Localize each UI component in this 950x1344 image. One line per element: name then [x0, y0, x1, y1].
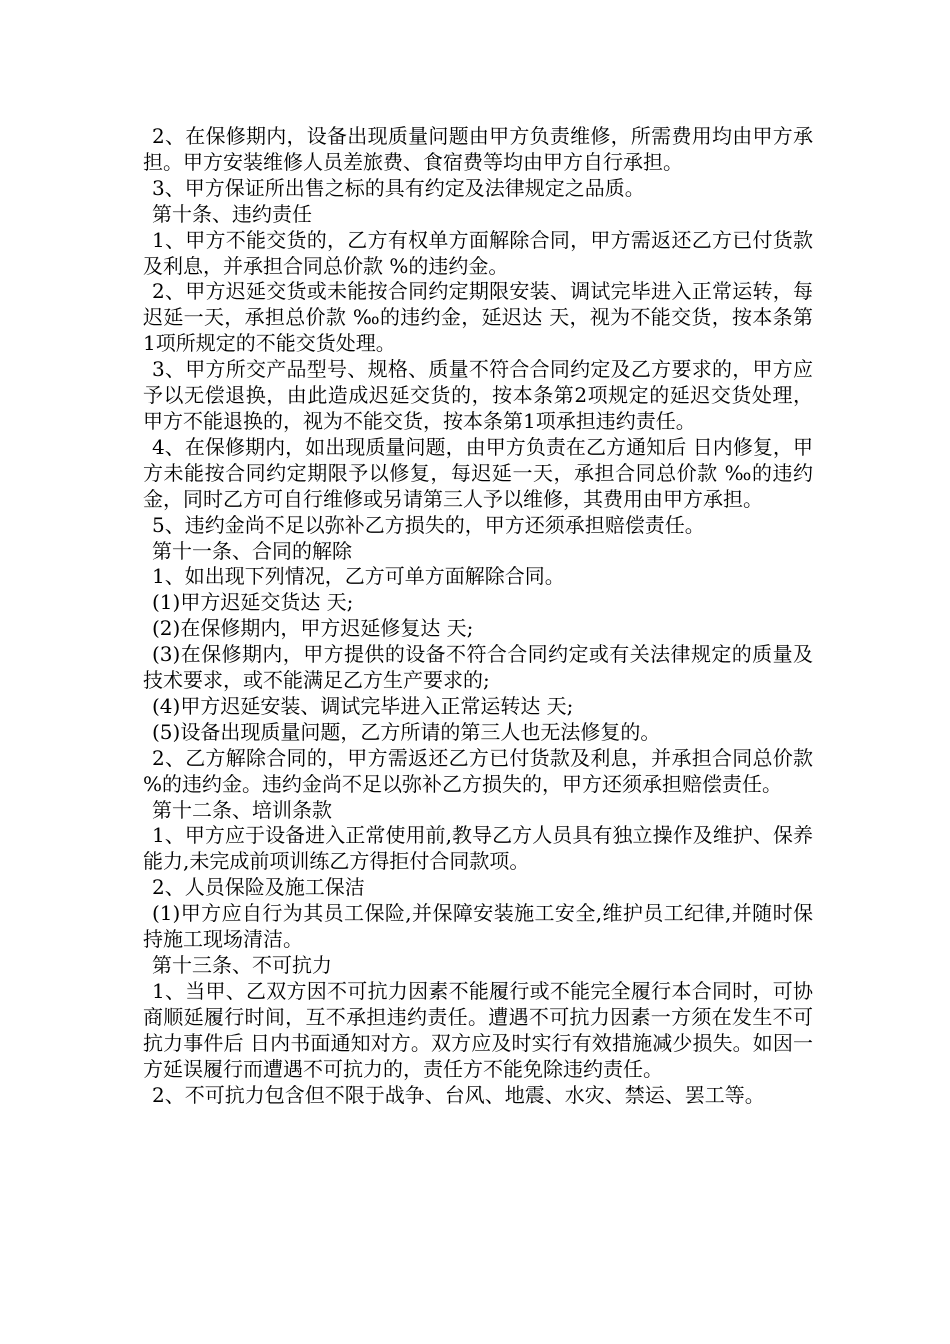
clause-11-item-1: 1、如出现下列情况，乙方可单方面解除合同。 [152, 564, 565, 589]
clause-9-item-3: 3、甲方保证所出售之标的具有约定及法律规定之品质。 [152, 175, 645, 200]
clause-12-item-2: 2、人员保险及施工保洁 [152, 875, 365, 900]
clause-11-subitem-4: (4)甲方迟延安装、调试完毕进入正常运转达 天; [152, 693, 574, 718]
clause-12-item-1: 1、甲方应于设备进入正常使用前,教导乙方人员具有独立操作及维护、保养能力,未完成前项训练乙方得拒付合同款项。 [143, 823, 813, 874]
clause-11-subitem-5: (5)设备出现质量问题，乙方所请的第三人也无法修复的。 [152, 719, 661, 744]
clause-11-subitem-1: (1)甲方迟延交货达 天; [152, 590, 354, 615]
clause-10-item-5: 5、违约金尚不足以弥补乙方损失的，甲方还须承担赔偿责任。 [152, 512, 705, 537]
clause-13-item-2: 2、不可抗力包含但不限于战争、台风、地震、水灾、禁运、罢工等。 [152, 1082, 765, 1107]
clause-12-heading: 第十二条、培训条款 [152, 797, 332, 822]
clause-11-heading: 第十一条、合同的解除 [152, 538, 352, 563]
clause-13-heading: 第十三条、不可抗力 [152, 953, 332, 977]
clause-11-subitem-3: (3)在保修期内，甲方提供的设备不符合合同约定或有关法律规定的质量及技术要求，或不能满足乙方生产要求的; [143, 642, 813, 693]
clause-10-heading: 第十条、违约责任 [152, 201, 312, 226]
clause-12-subitem-1: (1)甲方应自行为其员工保险,并保障安装施工安全,维护员工纪律,并随时保持施工现场清洁。 [143, 901, 813, 952]
clause-10-item-3: 3、甲方所交产品型号、规格、质量不符合合同约定及乙方要求的，甲方应予以无偿退换，由此造成迟延交货的，按本条第2项规定的延迟交货处理，甲方不能退换的，视为不能交货，按本条第1项承担违约责任。 [143, 357, 813, 433]
clause-10-item-2: 2、甲方迟延交货或未能按合同约定期限安装、调试完毕进入正常运转，每迟延一天，承担总价款 ‰的违约金，延迟达 天，视为不能交货，按本条第1项所规定的不能交货处理。 [143, 279, 813, 356]
clause-11-item-2: 2、乙方解除合同的，甲方需返还乙方已付货款及利息，并承担合同总价款 %的违约金。违约金尚不足以弥补乙方损失的，甲方还须承担赔偿责任。 [143, 745, 813, 796]
clause-9-item-2: 2、在保修期内，设备出现质量问题由甲方负责维修，所需费用均由甲方承担。甲方安装维修人员差旅费、食宿费等均由甲方自行承担。 [143, 124, 813, 174]
clause-11-subitem-2: (2)在保修期内，甲方迟延修复达 天; [152, 616, 474, 641]
document-page [143, 124, 813, 1108]
clause-13-item-1: 1、当甲、乙双方因不可抗力因素不能履行或不能完全履行本合同时，可协商顺延履行时间，互不承担违约责任。遭遇不可抗力因素一方须在发生不可抗力事件后 日内书面通知对方。双方应及时实行有效措施减少损失。如因一方延误履行而遭遇不可抗力的，责任方不能免除违约责任。 [143, 978, 813, 1081]
clause-10-item-1: 1、甲方不能交货的，乙方有权单方面解除合同，甲方需返还乙方已付货款及利息，并承担合同总价款 %的违约金。 [143, 227, 813, 278]
clause-10-item-4: 4、在保修期内，如出现质量问题，由甲方负责在乙方通知后 日内修复，甲方未能按合同约定期限予以修复，每迟延一天，承担合同总价款 ‰的违约金，同时乙方可自行维修或另请第三人予以维修，其费用由甲方承担。 [143, 434, 813, 511]
